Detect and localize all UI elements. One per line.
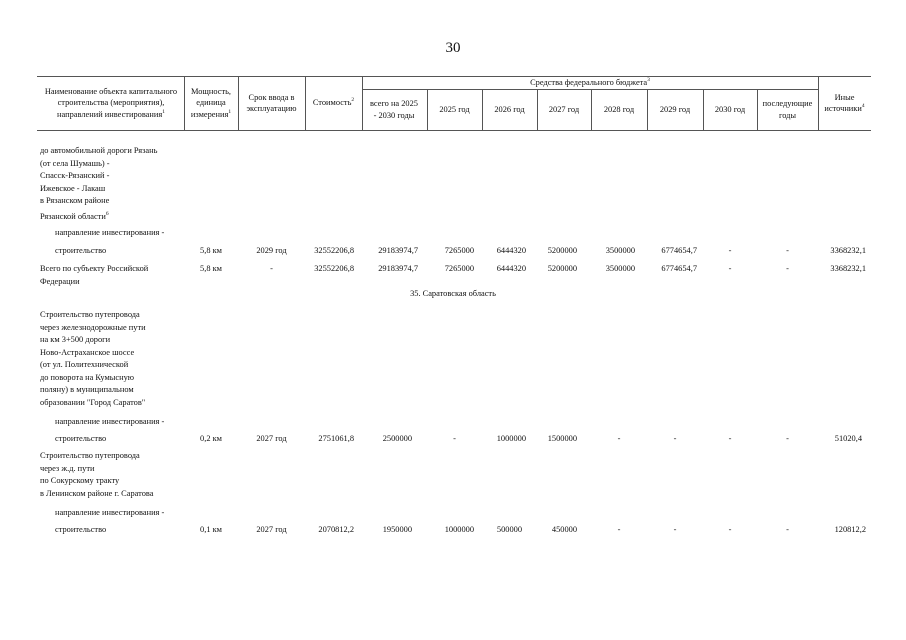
term-cell: 2027 год [256, 525, 287, 534]
other-cell: 3368232,1 [830, 264, 866, 273]
y2030-cell: - [728, 434, 732, 443]
header-year-2026: 2026 год [494, 104, 525, 114]
y2026-cell: 1000000 [496, 434, 526, 443]
investment-direction: направление инвестирования - [55, 417, 165, 426]
header-year-2025: 2025 год [439, 104, 470, 114]
header-term: Срок ввода в эксплуатацию [246, 92, 297, 113]
header-capacity: Мощность, единица измерения$^1$ [190, 86, 232, 119]
cost-cell: 32552206,8 [314, 246, 354, 255]
capacity-cell: 5,8 км [200, 246, 222, 255]
text-line: Ижевское - Лакаш [40, 183, 106, 193]
header-year-2028: 2028 год [603, 104, 635, 114]
y2028-cell: - [617, 525, 621, 534]
row-label: строительство [55, 246, 107, 255]
later-cell: - [786, 246, 789, 255]
row-label: строительство [55, 434, 107, 443]
y2028-cell: 3500000 [605, 246, 635, 255]
y2028-cell: - [617, 434, 621, 443]
text-line: Спасск-Рязанский - [40, 171, 110, 180]
text-line: Строительство путепровода [40, 451, 140, 460]
term-cell: - [270, 264, 273, 273]
row-label: строительство [55, 525, 107, 534]
text-line: в Ленинском районе г. Саратова [40, 488, 154, 498]
text-line: образовании "Город Саратов" [40, 397, 146, 407]
y2030-cell: - [728, 525, 732, 534]
y2025-cell: 1000000 [444, 525, 474, 534]
other-cell: 3368232,1 [830, 246, 866, 255]
text-line: через железнодорожные пути [40, 322, 146, 332]
y2025-cell: 7265000 [444, 264, 474, 273]
header-year-2027: 2027 год [548, 104, 580, 114]
y2025-cell: 7265000 [444, 246, 474, 255]
y2026-cell: 6444320 [496, 264, 526, 273]
investment-direction: направление инвестирования - [55, 508, 165, 517]
total-cell: 1950000 [382, 525, 412, 534]
header-federal-budget: Средства федерального бюджета$^3$ [530, 76, 650, 87]
later-cell: - [786, 434, 789, 443]
text-line: Рязанской области$^6$ [40, 210, 109, 221]
capacity-cell: 0,2 км [200, 434, 222, 443]
cost-cell: 32552206,8 [314, 264, 354, 273]
header-name: Наименование объекта капитального строительства (мероприятия), направлений инвестирования$^1$ [44, 86, 178, 119]
header-later-years: последующие годы [762, 99, 813, 120]
y2029-cell: - [673, 434, 677, 443]
text-line: в Рязанском районе [40, 196, 110, 205]
y2027-cell: 5200000 [547, 264, 577, 273]
capacity-cell: 0,1 км [200, 525, 222, 534]
text-line: поляну) в муниципальном [40, 385, 134, 394]
y2030-cell: - [728, 246, 732, 255]
header-cost: Стоимость$^2$ [312, 97, 355, 108]
page-number: 30 [445, 40, 461, 56]
region-title: 35. Саратовская область [410, 289, 496, 298]
term-cell: 2027 год [256, 434, 287, 443]
y2027-cell: 1500000 [547, 434, 577, 443]
cost-cell: 2751061,8 [318, 434, 354, 443]
text-line: Ново-Астраханское шоссе [40, 347, 135, 357]
row-label: Федерации [40, 276, 80, 286]
y2029-cell: 6774654,7 [661, 246, 697, 255]
header-year-2030: 2030 год [714, 104, 746, 114]
text-line: Строительство путепровода [40, 310, 140, 319]
y2027-cell: 450000 [551, 525, 577, 534]
y2028-cell: 3500000 [605, 264, 635, 273]
header-year-2029: 2029 год [659, 104, 691, 114]
total-cell: 2500000 [382, 434, 412, 443]
later-cell: - [786, 525, 789, 534]
text-line: по Сокурскому тракту [40, 476, 120, 485]
text-line: до поворота на Кумысную [40, 372, 135, 382]
total-cell: 29183974,7 [378, 246, 418, 255]
y2030-cell: - [728, 264, 732, 273]
later-cell: - [786, 264, 789, 273]
text-line: через ж.д. пути [40, 463, 95, 473]
investment-direction: направление инвестирования - [55, 228, 165, 237]
text-line: на км 3+500 дороги [40, 335, 111, 344]
y2026-cell: 6444320 [496, 246, 526, 255]
header-total: всего на 2025 - 2030 годы [370, 99, 418, 120]
y2029-cell: 6774654,7 [661, 264, 697, 273]
y2026-cell: 500000 [496, 525, 522, 534]
cost-cell: 2070812,2 [318, 525, 354, 534]
text-line: до автомобильной дороги Рязань [40, 146, 158, 155]
header-other-sources: Иные источники$^4$ [824, 92, 865, 113]
other-cell: 51020,4 [834, 434, 862, 443]
y2027-cell: 5200000 [547, 246, 577, 255]
term-cell: 2029 год [256, 246, 287, 255]
y2029-cell: - [673, 525, 677, 534]
other-cell: 120812,2 [834, 525, 866, 534]
text-line: (от села Шумашь) - [40, 158, 110, 168]
total-cell: 29183974,7 [378, 264, 418, 273]
row-label: Всего по субъекту Российской [40, 264, 149, 273]
y2025-cell: - [453, 434, 456, 443]
text-line: (от ул. Политехнической [40, 360, 129, 369]
capacity-cell: 5,8 км [200, 264, 222, 273]
